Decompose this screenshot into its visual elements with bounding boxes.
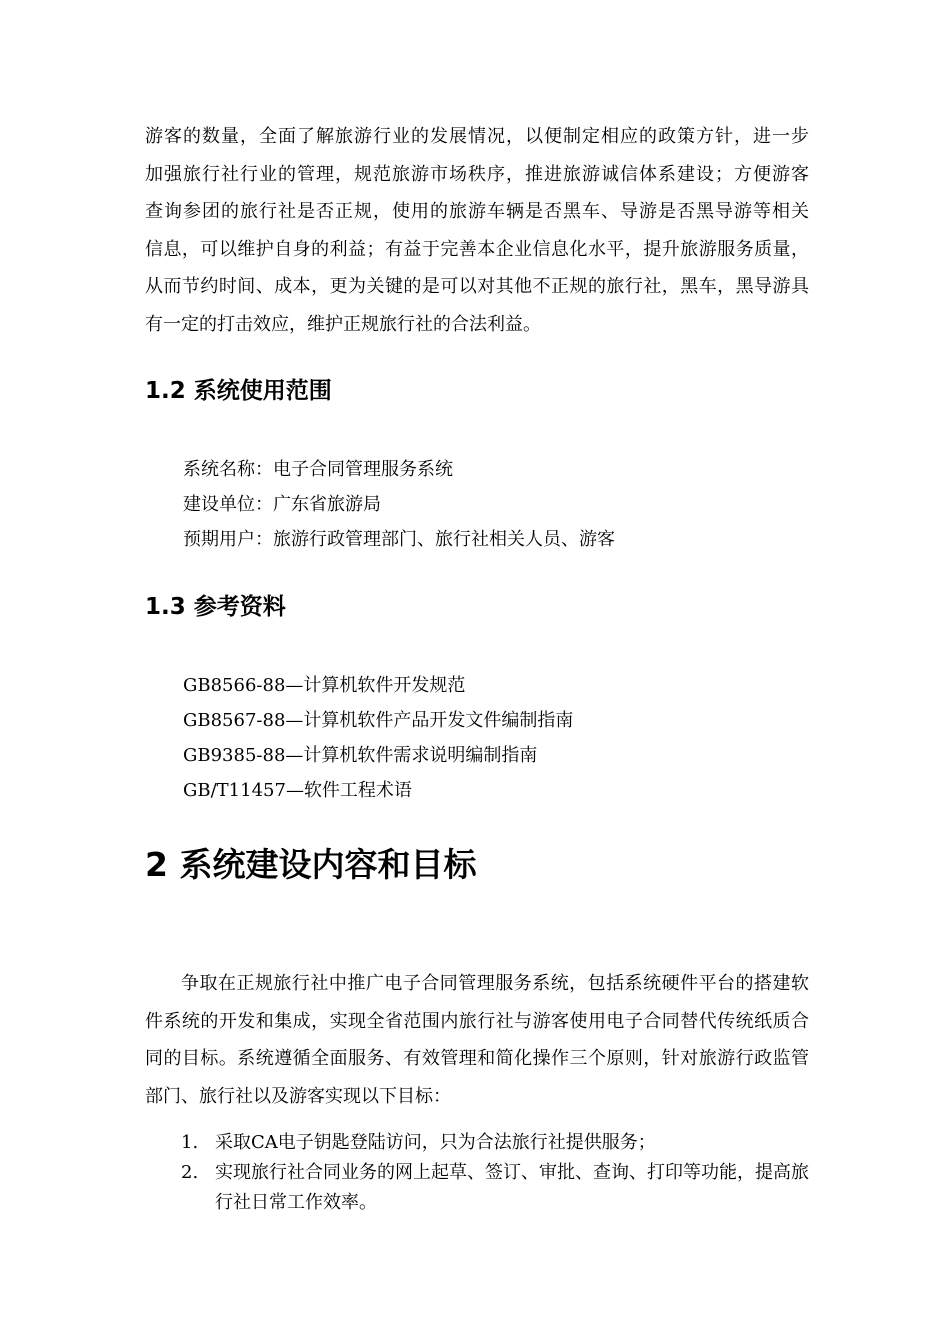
section-heading-1-3: 1.3 参考资料 (145, 594, 286, 620)
list-item: GB/T11457—软件工程术语 (183, 780, 412, 801)
list-item: 系统名称：电子合同管理服务系统 (183, 459, 453, 480)
intro-line: 从而节约时间、成本，更为关键的是可以对其他不正规的旅行社，黑车，黑导游具 (145, 276, 809, 297)
list-item (145, 1158, 809, 1218)
list-item: 建设单位：广东省旅游局 (183, 494, 381, 515)
list-item: GB8566-88—计算机软件开发规范 (183, 675, 466, 696)
goals-list (145, 1128, 809, 1218)
section-heading-1-2: 1.2 系统使用范围 (145, 378, 332, 404)
list-item: GB8567-88—计算机软件产品开发文件编制指南 (183, 710, 574, 731)
chapter-heading-2: 2 系统建设内容和目标 (145, 845, 477, 884)
system-info-list (183, 452, 615, 557)
reference-list (183, 668, 573, 808)
list-item: GB9385-88—计算机软件需求说明编制指南 (183, 745, 538, 766)
intro-line: 有一定的打击效应，维护正规旅行社的合法利益。 (145, 313, 541, 335)
list-number: 2. (181, 1162, 199, 1183)
intro-paragraph (145, 118, 809, 343)
list-item: 预期用户：旅游行政管理部门、旅行社相关人员、游客 (183, 529, 615, 550)
intro-line: 游客的数量，全面了解旅游行业的发展情况，以便制定相应的政策方针，进一步 (145, 126, 809, 147)
goals-paragraph: 争取在正规旅行社中推广电子合同管理服务系统，包括系统硬件平台的搭建软件系统的开发和集成，实现全省范围内旅行社与游客使用电子合同替代传统纸质合同的目标。系统遵循全面服务、有效管理和简化操作三个原则，针对旅游行政监管部门、旅行社以及游客实现以下目标： (145, 973, 809, 1107)
list-item-text: 采取CA电子钥匙登陆访问，只为合法旅行社提供服务； (215, 1132, 656, 1153)
intro-line: 信息，可以维护自身的利益；有益于完善本企业信息化水平，提升旅游服务质量， (145, 238, 809, 260)
intro-line: 查询参团的旅行社是否正规，使用的旅游车辆是否黑车、导游是否黑导游等相关 (145, 201, 809, 222)
list-item (145, 1128, 809, 1158)
list-number: 1. (181, 1132, 199, 1153)
intro-line: 加强旅行社行业的管理，规范旅游市场秩序，推进旅游诚信体系建设；方便游客 (145, 163, 809, 185)
list-item-text: 实现旅行社合同业务的网上起草、签订、审批、查询、打印等功能，提高旅行社日常工作效率。 (215, 1162, 809, 1213)
